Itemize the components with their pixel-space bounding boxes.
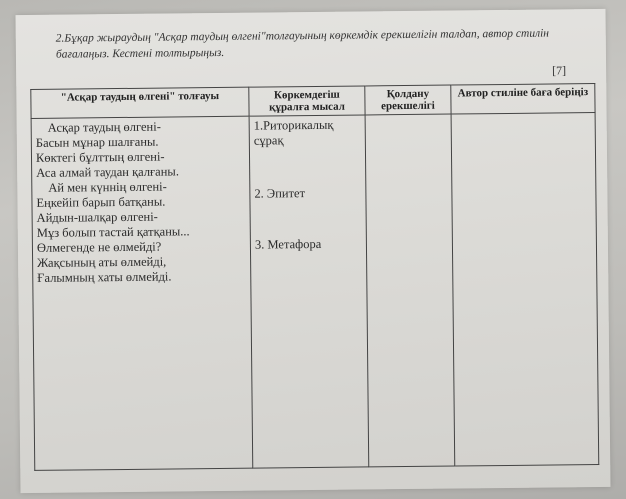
poem-line: Айдын-шалқар өлгені- xyxy=(36,209,158,225)
device-metaphor: 3. Метафора xyxy=(254,236,322,252)
poem-line: Өлмегенде не өлмейді? xyxy=(36,239,162,255)
poem-line: Жақсының аты өлмейді, xyxy=(37,254,167,270)
worksheet-page xyxy=(16,9,611,493)
poem-line: Ғалымның хаты өлмейді. xyxy=(37,269,172,285)
poem-line: Ай мен күннің өлгені- xyxy=(48,179,167,195)
header-poem: "Асқар таудың өлгені" толғауы xyxy=(31,87,249,118)
poem-line: Асқар таудың өлгені- xyxy=(47,119,161,135)
poem-line: Көктегі бұлттың өлгені- xyxy=(35,149,165,165)
task-instruction: 2.Бұқар жыраудың "Асқар таудың өлгені"толғауының көркемдік ерекшелігін талдап, автор стилін бағалаңыз. Кестені толтырыңыз. xyxy=(55,27,550,61)
analysis-table xyxy=(30,83,599,471)
poem-line: Мұз болып тастай қатқаны... xyxy=(36,224,190,240)
device-rhetorical-question: 1.Риторикалық сұрақ xyxy=(253,117,334,148)
usage-feature-cell[interactable] xyxy=(365,114,455,467)
device-cell xyxy=(249,115,369,468)
poem-line: Еңкейіп барып батқаны. xyxy=(36,194,166,210)
poem-cell xyxy=(31,116,253,470)
table-row xyxy=(31,113,599,471)
poem-line: Басын мұнар шалғаны. xyxy=(35,134,159,150)
header-device-example: Көркемдегіш құралға мысал xyxy=(249,86,365,116)
author-style-cell[interactable] xyxy=(451,113,599,466)
poem-line: Аса алмай таудан қалғаны. xyxy=(36,164,179,180)
device-epithet: 2. Эпитет xyxy=(254,186,306,201)
header-author-style: Автор стиліне баға беріңіз xyxy=(451,84,595,115)
header-usage-feature: Қолдану ерекшелігі xyxy=(365,85,451,115)
points-label: [7] xyxy=(552,63,567,78)
